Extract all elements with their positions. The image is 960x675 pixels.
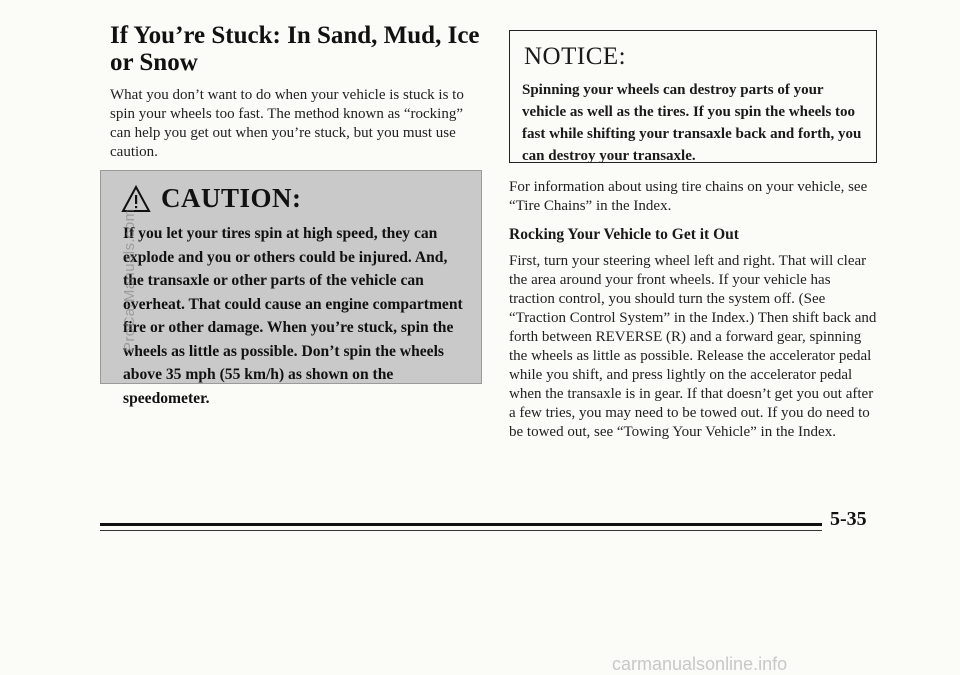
left-column [110, 22, 482, 162]
rocking-paragraph: First, turn your steering wheel left and right. That will clear the area around your front wheels. If your vehicle has traction control, you should turn the system off. (See “Traction Control System” in the Index.) Then shift back and forth between REVERSE (R) and a forward gear, spinning the wheels as little as possible. Release the accelerator pedal while you shift, and press lightly on the accelerator pedal when the transaxle is in gear. If that doesn’t get you out after a few tries, you may need to be towed out. If you do need to be towed out, see “Towing Your Vehicle” in the Index. [509, 253, 877, 440]
page-number: 5-35 [830, 508, 867, 530]
caution-box [100, 170, 482, 407]
caution-header [121, 183, 467, 214]
footer-watermark: carmanualsonline.info [612, 654, 788, 674]
intro-paragraph: What you don’t want to do when your vehicle is stuck is to spin your wheels too fast. The method known as “rocking” can help you get out when you’re stuck, but you must use caution. [110, 87, 464, 160]
rocking-subheading: Rocking Your Vehicle to Get it Out [509, 226, 739, 243]
footer-rule-thin [100, 530, 822, 531]
tire-chains-paragraph: For information about using tire chains on your vehicle, see “Tire Chains” in the Index. [509, 179, 868, 214]
notice-title: NOTICE: [524, 43, 627, 70]
section-heading: If You’re Stuck: In Sand, Mud, Ice or Snow [110, 22, 480, 76]
caution-title: CAUTION: [161, 183, 302, 213]
right-column [509, 178, 879, 442]
side-watermark: ProCarManuals.com [121, 208, 138, 352]
notice-box [509, 30, 877, 163]
notice-text: Spinning your wheels can destroy parts of your vehicle as well as the tires. If you spin the wheels too fast while shifting your transaxle back and forth, you can destroy your transaxle. [522, 82, 862, 164]
caution-text: If you let your tires spin at high speed, they can explode and you or others could be injured. And, the transaxle or other parts of the vehicle can overheat. That could cause an engine compartment fire or other damage. When you’re stuck, spin the wheels as little as possible. Don’t spin the wheels above 35 mph (55 km/h) as shown on the speedometer. [123, 225, 463, 407]
footer-rule-thick [100, 523, 822, 526]
